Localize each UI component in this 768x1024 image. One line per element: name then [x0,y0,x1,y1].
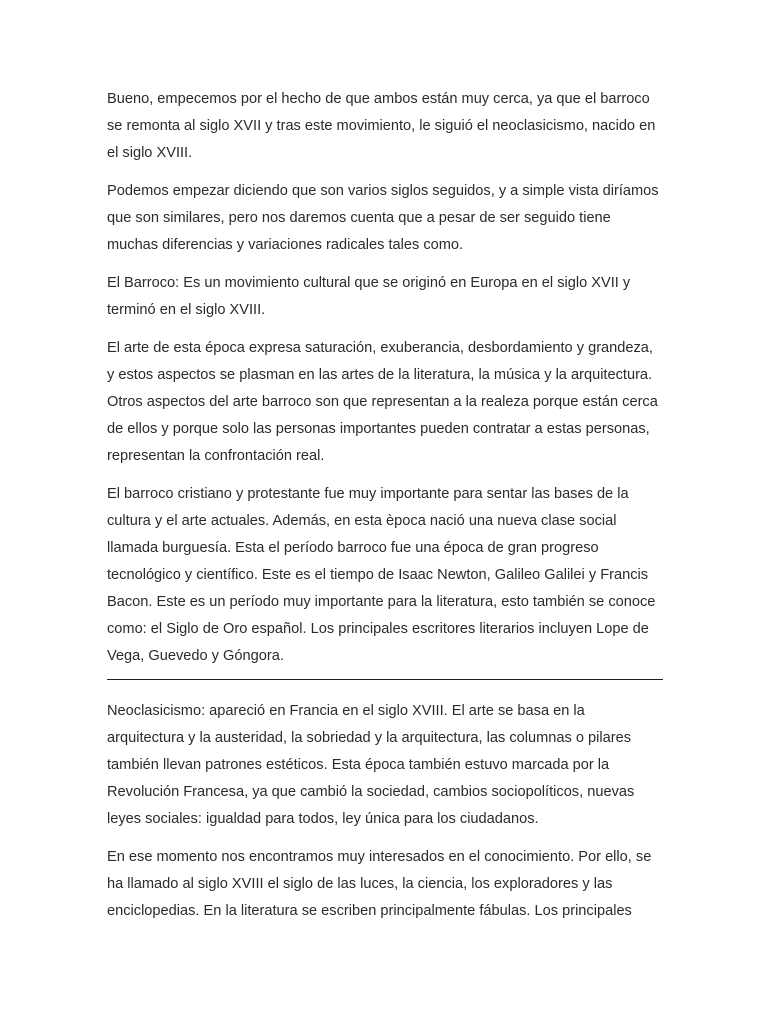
paragraph-barroco-art: El arte de esta época expresa saturación, exuberancia, desbordamiento y grandeza, y estos aspectos se plasman en las artes de la literatura, la música y la arquitectura. Otros aspectos del arte barroco son que representan a la realeza porque están cerca de ellos y porque solo las personas importantes pueden contratar a estas personas, representan la confrontación real. [107,340,658,464]
document-body [107,86,663,936]
paragraph-intro: Bueno, empecemos por el hecho de que ambos están muy cerca, ya que el barroco se remonta al siglo XVII y tras este movimiento, le siguió el neoclasicismo, nacido en el siglo XVIII. [107,91,656,161]
paragraph-neoclasicismo-definition: Neoclasicismo: apareció en Francia en el siglo XVIII. El arte se basa en la arquitectura y la austeridad, la sobriedad y la arquitectura, las columnas o pilares también llevan patrones estéticos. Esta época también estuvo marcada por la Revolución Francesa, ya que cambió la sociedad, cambios sociopolíticos, nuevas leyes sociales: igualdad para todos, ley única para los ciudadanos. [107,703,635,827]
paragraph-barroco-definition: El Barroco: Es un movimiento cultural que se originó en Europa en el siglo XVII y terminó en el siglo XVIII. [107,275,631,318]
paragraph-neoclasicismo-knowledge: En ese momento nos encontramos muy interesados en el conocimiento. Por ello, se ha llamado al siglo XVIII el siglo de las luces, la ciencia, los exploradores y las enciclopedias. En la literatura se escriben principalmente fábulas. Los principales [107,849,652,919]
paragraph-barroco-history: El barroco cristiano y protestante fue muy importante para sentar las bases de la cultura y el arte actuales. Además, en esta època nació una nueva clase social llamada burguesía. Esta el período barroco fue una época de gran progreso tecnológico y científico. Este es el tiempo de Isaac Newton, Galileo Galilei y Francis Bacon. Este es un período muy importante para la literatura, esto también se conoce como: el Siglo de Oro español. Los principales escritores literarios incluyen Lope de Vega, Guevedo y Góngora. [107,486,656,664]
section-divider [107,679,663,680]
paragraph-overview: Podemos empezar diciendo que son varios siglos seguidos, y a simple vista diríamos que son similares, pero nos daremos cuenta que a pesar de ser seguido tiene muchas diferencias y variaciones radicales tales como. [107,183,659,253]
